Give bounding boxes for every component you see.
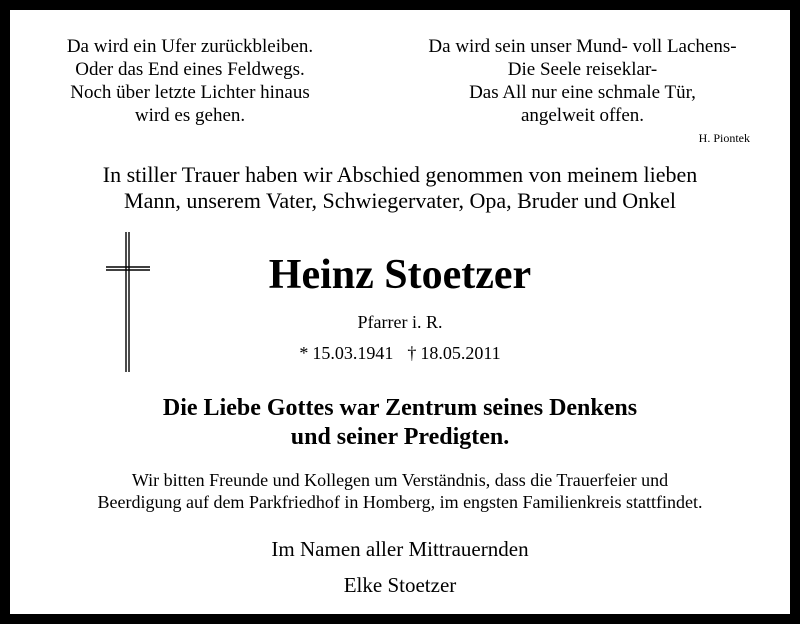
motto-line: und seiner Predigten. bbox=[290, 424, 510, 450]
poem-right-line: Das All nur eine schmale Tür, bbox=[469, 82, 696, 103]
poem-right-line: angelweit offen. bbox=[520, 105, 645, 126]
notice-line: Wir bitten Freunde und Kollegen um Verständnis, dass die Trauerfeier und bbox=[131, 470, 669, 490]
funeral-notice bbox=[10, 469, 790, 513]
poem-left-line: Da wird ein Ufer zurückbleiben. bbox=[66, 36, 314, 57]
poem-left-line: Oder das End eines Feldwegs. bbox=[75, 59, 305, 80]
poem-left bbox=[30, 35, 350, 127]
intro-line: In stiller Trauer haben wir Abschied genommen von meinem lieben bbox=[102, 162, 698, 187]
death-date: 18.05.2011 bbox=[420, 343, 501, 363]
intro-text bbox=[10, 162, 790, 214]
motto-line: Die Liebe Gottes war Zentrum seines Denkens bbox=[162, 395, 638, 421]
notice-line: Beerdigung auf dem Parkfriedhof in Homberg, im engsten Familienkreis stattfindet. bbox=[97, 492, 703, 512]
poem-right-line: Die Seele reiseklar- bbox=[507, 59, 658, 80]
poem-right bbox=[395, 35, 770, 127]
signature: Elke Stoetzer bbox=[343, 573, 457, 597]
poem-author: H. Piontek bbox=[698, 131, 750, 145]
poem-left-line: wird es gehen. bbox=[134, 105, 246, 126]
died-symbol: † bbox=[407, 343, 417, 363]
deceased-title: Pfarrer i. R. bbox=[357, 312, 443, 332]
born-symbol: * bbox=[299, 343, 309, 363]
motto bbox=[10, 394, 790, 452]
life-dates bbox=[10, 343, 790, 364]
intro-line: Mann, unserem Vater, Schwiegervater, Opa, Bruder und Onkel bbox=[124, 188, 676, 213]
poem-right-line: Da wird sein unser Mund- voll Lachens- bbox=[428, 36, 737, 57]
birth-date: 15.03.1941 bbox=[312, 343, 394, 363]
closing bbox=[10, 531, 790, 603]
closing-line: Im Namen aller Mittrauernden bbox=[271, 537, 529, 561]
poem-left-line: Noch über letzte Lichter hinaus bbox=[70, 82, 310, 103]
deceased-name: Heinz Stoetzer bbox=[268, 252, 532, 298]
